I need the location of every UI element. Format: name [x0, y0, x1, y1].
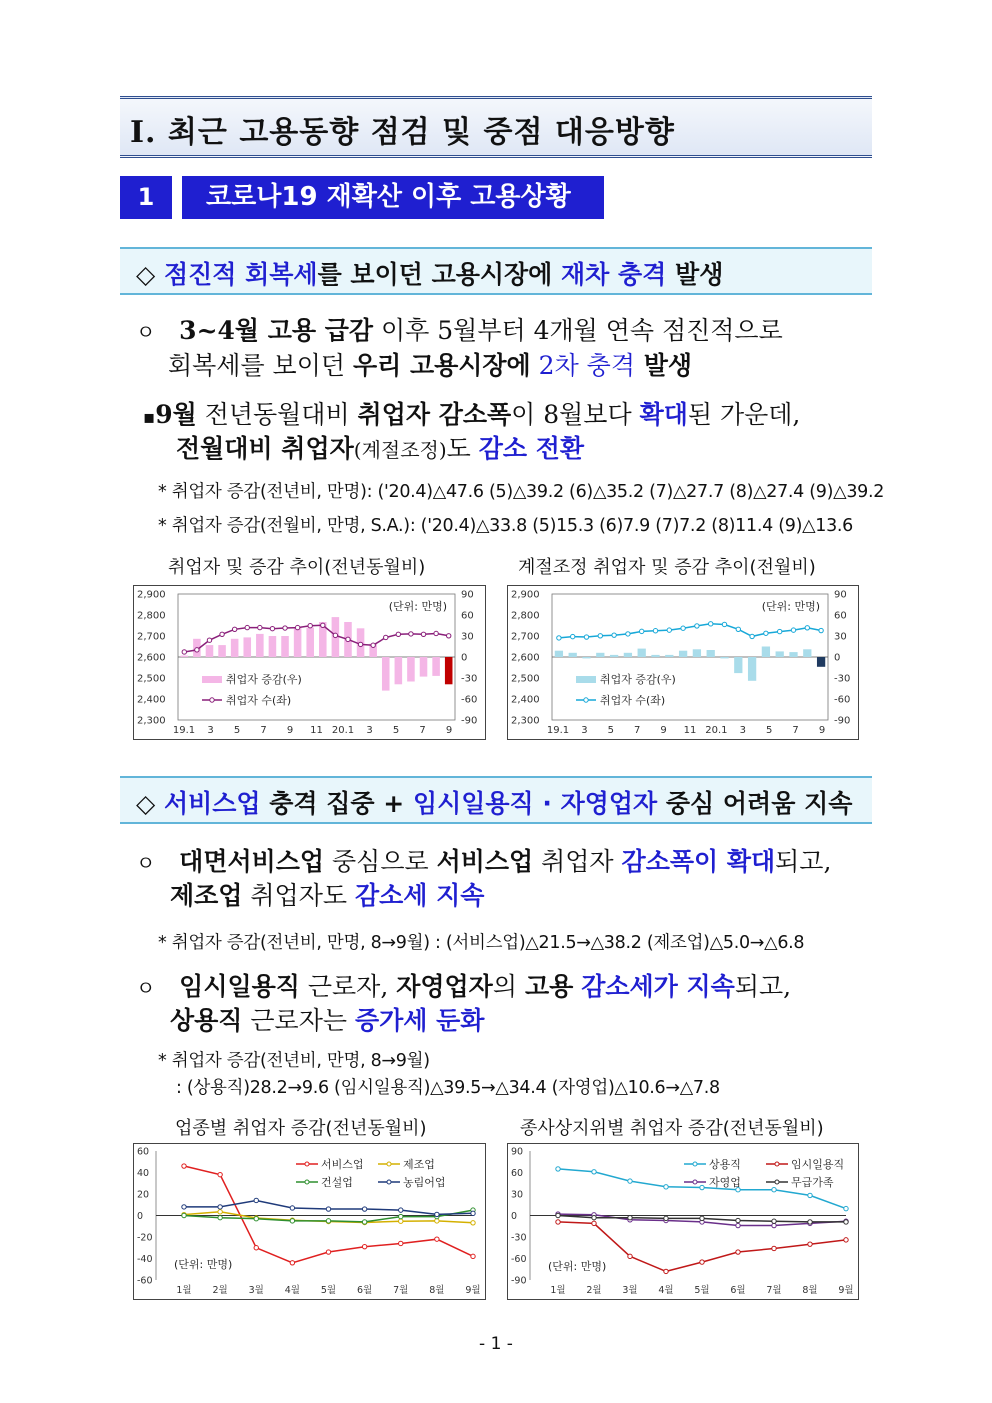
chart-2-legend-bar-label: 취업자 증감(우) — [600, 673, 676, 686]
chart-1-bar — [445, 657, 453, 684]
chart-3 — [133, 1143, 486, 1300]
chart-2-line-point — [764, 631, 768, 635]
chart-4-series-point — [844, 1220, 848, 1224]
chart-2-x-tick: 7 — [634, 725, 641, 736]
chart-2-right-tick: 0 — [834, 652, 841, 664]
chart-1-line-point — [195, 648, 199, 652]
chart-4-series-point — [592, 1170, 596, 1174]
summary-band-2-text: ◇ 서비스업 충격 집중 + 임시일용직 · 자영업자 중심 어려움 지속 — [136, 789, 853, 818]
chart-4-x-tick: 4월 — [658, 1285, 674, 1296]
chart-2-left-tick: 2,900 — [511, 589, 540, 601]
chart-1-line-point — [321, 623, 325, 627]
chart-1-x-tick: 9 — [445, 725, 453, 736]
chart-2-line-point — [722, 622, 726, 626]
chart-3-series-point — [362, 1207, 366, 1211]
chart-3-y-tick: 60 — [137, 1146, 150, 1158]
chart-1-line-point — [207, 638, 211, 642]
chart-4-series-point — [700, 1260, 704, 1264]
chart-3-series-point — [399, 1208, 403, 1212]
chart-1-bar — [218, 645, 226, 657]
chart-3-unit-note: (단위: 만명) — [174, 1258, 233, 1271]
chart-3-y-tick: -40 — [137, 1254, 153, 1265]
chart-4-y-tick: 30 — [511, 1189, 524, 1201]
chart-1-bar — [269, 636, 277, 657]
chart-1-left-tick: 2,900 — [137, 589, 166, 601]
chart-2-x-tick: 11 — [683, 725, 697, 736]
chart-1-line-point — [384, 635, 388, 639]
chart-3-series-point — [399, 1219, 403, 1223]
chart-4-series-point — [808, 1242, 812, 1246]
page-title: Ⅰ. 최근 고용동향 점검 및 중점 대응방향 — [130, 115, 675, 150]
bullet-circle-icon: ㅇ — [136, 320, 156, 344]
chart-2-line-point — [709, 622, 713, 626]
chart-3-legend-label: 서비스업 — [321, 1158, 364, 1171]
chart-2-line-point — [557, 636, 561, 640]
chart-4-x-tick: 6월 — [730, 1285, 746, 1296]
chart-2-line-point — [653, 629, 657, 633]
chart-1-bar — [256, 634, 264, 657]
chart-1-title: 취업자 및 증감 추이(전년동월비) — [168, 557, 426, 578]
chart-2-bar — [638, 649, 646, 657]
chart-2-x-tick: 3 — [581, 725, 588, 736]
chart-1-bar — [395, 657, 403, 684]
chart-2-bar — [748, 657, 756, 681]
chart-2-left-tick: 2,600 — [511, 652, 540, 664]
chart-2-line-point — [640, 629, 644, 633]
chart-3-series-point — [326, 1250, 330, 1254]
chart-3-y-tick: -60 — [137, 1275, 153, 1287]
paragraph-1-line-2: 회복세를 보이던 우리 고용시장에 2차 충격 발생 — [168, 351, 692, 380]
chart-2 — [507, 585, 859, 740]
chart-4-x-tick: 2월 — [586, 1285, 602, 1296]
chart-1-line-point — [258, 625, 262, 629]
chart-2-x-tick: 7 — [792, 725, 799, 736]
chart-1-line-point — [346, 637, 350, 641]
chart-3-x-tick: 4월 — [284, 1285, 300, 1296]
chart-3-series-point — [218, 1210, 222, 1214]
chart-3-series-point — [218, 1172, 222, 1176]
chart-4-x-tick: 9월 — [838, 1285, 854, 1296]
chart-2-bar — [707, 650, 715, 657]
chart-3-series-point — [326, 1219, 330, 1223]
diamond-icon: ◇ — [136, 260, 156, 289]
chart-3-series-point — [471, 1211, 475, 1215]
chart-1-line-point — [283, 626, 287, 630]
bullet-square-icon: ▪ — [143, 407, 156, 428]
chart-4-series-point — [844, 1206, 848, 1210]
chart-3-legend-marker — [305, 1180, 309, 1184]
chart-4-y-tick: -90 — [511, 1275, 527, 1287]
chart-1-line-point — [371, 643, 375, 647]
chart-1-x-tick: 9 — [286, 725, 294, 736]
chart-4-legend-marker — [693, 1162, 697, 1166]
chart-2-line-point — [750, 634, 754, 638]
chart-2-line-point — [612, 633, 616, 637]
chart-4-series-point — [736, 1223, 740, 1227]
chart-4-series-point — [772, 1219, 776, 1223]
chart-4-series-point — [844, 1238, 848, 1242]
chart-1-unit-note: (단위: 만명) — [388, 600, 447, 613]
chart-1-right-tick: -60 — [461, 694, 478, 706]
chart-2-bar — [817, 657, 825, 667]
chart-3-series-point — [290, 1206, 294, 1210]
chart-2-bar — [651, 655, 659, 657]
chart-4-series-point — [556, 1220, 560, 1224]
chart-3-y-tick: -20 — [137, 1232, 153, 1244]
chart-4-legend-marker — [775, 1180, 779, 1184]
chart-2-right-tick: 30 — [834, 631, 847, 643]
chart-3-x-tick: 5월 — [320, 1285, 337, 1296]
bullet-circle-icon: ㅇ — [136, 976, 156, 1000]
chart-2-line-point — [584, 635, 588, 639]
chart-4-y-tick: -30 — [511, 1232, 527, 1244]
chart-4-y-tick: -60 — [511, 1254, 527, 1265]
chart-1-x-tick: 7 — [260, 725, 267, 736]
chart-3-y-tick: 20 — [137, 1189, 150, 1201]
chart-3-legend-label: 제조업 — [403, 1158, 435, 1171]
chart-1-x-tick: 5 — [392, 725, 400, 736]
chart-2-line-point — [571, 634, 575, 638]
chart-1-left-tick: 2,800 — [137, 610, 166, 622]
chart-4-series-point — [736, 1250, 740, 1254]
chart-1-line-point — [434, 631, 438, 635]
chart-3-series-point — [435, 1237, 439, 1241]
chart-2-bar — [734, 657, 742, 673]
chart-3-series-point — [435, 1219, 439, 1223]
chart-2-x-tick: 5 — [607, 725, 614, 736]
chart-1-line-point — [333, 633, 337, 637]
chart-1-line-point — [295, 625, 299, 629]
chart-3-x-tick: 1월 — [176, 1285, 192, 1296]
chart-3-legend-marker — [305, 1162, 309, 1166]
chart-1-left-tick: 2,600 — [137, 652, 166, 664]
section-number: 1 — [120, 176, 172, 219]
chart-1-right-tick: -30 — [461, 673, 478, 685]
chart-1-line-point — [308, 624, 312, 628]
chart-2-line-point — [681, 626, 685, 630]
chart-2-left-tick: 2,700 — [511, 631, 540, 643]
chart-4-x-tick: 8월 — [802, 1285, 818, 1296]
chart-2-left-tick: 2,500 — [511, 673, 540, 685]
chart-1-bar — [294, 628, 302, 657]
chart-2-legend-bar-swatch — [576, 676, 596, 683]
chart-2-bar — [789, 652, 797, 657]
summary-band-1-text: ◇ 점진적 회복세를 보이던 고용시장에 재차 충격 발생 — [136, 260, 724, 289]
chart-1-line-point — [358, 642, 362, 646]
chart-3-svg — [134, 1144, 485, 1299]
chart-1-x-tick: 7 — [419, 725, 426, 736]
chart-3-series-point — [254, 1217, 258, 1221]
chart-1-x-tick: 3 — [366, 725, 373, 736]
page-title-band — [120, 96, 872, 158]
chart-1-left-tick: 2,700 — [137, 631, 166, 643]
chart-1-line-point — [245, 625, 249, 629]
chart-4-series-point — [700, 1185, 704, 1189]
chart-2-bar — [569, 653, 577, 657]
chart-1-line-point — [396, 632, 400, 636]
chart-3-series-point — [182, 1164, 186, 1168]
paragraph-4-line-2: 상용직 근로자는 증가세 둔화 — [170, 1006, 485, 1035]
chart-2-bar — [762, 647, 770, 658]
chart-4-series-point — [556, 1167, 560, 1171]
chart-2-unit-note: (단위: 만명) — [761, 600, 820, 613]
chart-3-series-point — [399, 1214, 403, 1218]
chart-1-bar — [407, 657, 415, 682]
chart-2-bar — [803, 649, 811, 657]
chart-1 — [133, 585, 486, 740]
note-status-1: * 취업자 증감(전년비, 만명, 8→9월) — [158, 1051, 430, 1071]
chart-4-y-tick: 60 — [511, 1168, 524, 1179]
chart-2-line-point — [791, 628, 795, 632]
chart-2-legend-line-label: 취업자 수(좌) — [600, 694, 666, 707]
chart-2-title: 계절조정 취업자 및 증감 추이(전월비) — [518, 557, 816, 578]
chart-2-bar — [693, 649, 701, 657]
note-mom: * 취업자 증감(전월비, 만명, S.A.): ('20.4)△33.8 (5)15.3 (6)7.9 (7)7.2 (8)11.4 (9)△13.6 — [158, 516, 854, 536]
chart-1-right-tick: -90 — [461, 715, 478, 727]
chart-3-series-point — [362, 1220, 366, 1224]
chart-4-legend-label: 임시일용직 — [791, 1158, 845, 1171]
chart-1-right-tick: 90 — [461, 589, 474, 601]
chart-1-legend-bar-label: 취업자 증감(우) — [226, 673, 302, 686]
chart-1-x-tick: 11 — [310, 725, 323, 736]
chart-2-x-tick: 9 — [660, 725, 667, 736]
chart-4-x-tick: 7월 — [766, 1285, 782, 1296]
chart-1-left-tick: 2,500 — [137, 673, 166, 685]
chart-4-series-point — [700, 1216, 704, 1220]
chart-3-y-tick: 40 — [137, 1168, 150, 1179]
chart-2-left-tick: 2,400 — [511, 694, 540, 706]
chart-3-series-point — [182, 1205, 186, 1209]
chart-2-bar — [665, 655, 673, 657]
chart-4-series-point — [592, 1215, 596, 1219]
paragraph-2-line-2: 전월대비 취업자(계절조정)도 감소 전환 — [176, 434, 585, 463]
chart-4-series-point — [772, 1223, 776, 1227]
chart-2-x-tick: 9 — [818, 725, 826, 736]
summary-band-2 — [120, 776, 872, 824]
note-industry: * 취업자 증감(전년비, 만명, 8→9월) : (서비스업)△21.5→△38.2 (제조업)△5.0→△6.8 — [158, 933, 805, 953]
chart-1-bar — [206, 645, 214, 657]
chart-3-x-tick: 2월 — [212, 1285, 228, 1296]
chart-3-series-point — [218, 1215, 222, 1219]
chart-2-x-tick: 20.1 — [705, 725, 728, 736]
chart-2-x-tick: 5 — [766, 725, 773, 736]
chart-2-bar — [596, 653, 604, 657]
chart-4-legend-marker — [775, 1162, 779, 1166]
chart-2-x-tick: 3 — [739, 725, 746, 736]
summary-band-1 — [120, 247, 872, 295]
chart-1-line-point — [447, 634, 451, 638]
chart-2-left-tick: 2,800 — [511, 610, 540, 622]
chart-1-right-tick: 30 — [461, 631, 474, 643]
chart-1-bar — [432, 657, 440, 676]
chart-2-bar — [776, 651, 784, 657]
chart-1-left-tick: 2,400 — [137, 694, 166, 706]
chart-4-y-tick: 90 — [511, 1146, 524, 1158]
chart-4-series-point — [664, 1269, 668, 1273]
chart-2-bar — [720, 657, 728, 658]
chart-2-legend-line-marker — [584, 698, 588, 702]
chart-4-series-point — [628, 1215, 632, 1219]
chart-1-bar — [420, 657, 428, 677]
chart-4-unit-note: (단위: 만명) — [548, 1260, 607, 1273]
chart-4-series-point — [664, 1185, 668, 1189]
chart-1-line-point — [182, 650, 186, 654]
chart-4-title: 종사상지위별 취업자 증감(전년동월비) — [520, 1118, 824, 1139]
chart-3-series-point — [471, 1221, 475, 1225]
chart-3-series-point — [326, 1207, 330, 1211]
chart-3-series-point — [290, 1219, 294, 1223]
chart-2-line-point — [736, 627, 740, 631]
chart-4-series-point — [808, 1220, 812, 1224]
chart-4-svg — [508, 1144, 858, 1299]
paragraph-3-line-1: ㅇ 대면서비스업 중심으로 서비스업 취업자 감소폭이 확대되고, — [136, 847, 832, 876]
chart-3-series-point — [471, 1254, 475, 1258]
chart-4-series-point — [628, 1254, 632, 1258]
chart-3-series-point — [254, 1246, 258, 1250]
chart-2-line-point — [667, 628, 671, 632]
chart-3-series-point — [290, 1261, 294, 1265]
chart-3-legend-marker — [387, 1180, 391, 1184]
chart-2-left-tick: 2,300 — [511, 715, 540, 727]
chart-1-right-tick: 60 — [461, 610, 474, 622]
chart-1-legend-bar-swatch — [202, 676, 222, 683]
chart-2-bar — [610, 655, 618, 657]
chart-1-line-point — [232, 627, 236, 631]
chart-1-legend-line-marker — [210, 698, 214, 702]
chart-2-svg — [508, 586, 858, 739]
chart-4-legend-label: 무급가족 — [791, 1176, 834, 1189]
chart-2-line-point — [778, 629, 782, 633]
chart-3-legend-label: 건설업 — [321, 1176, 353, 1189]
chart-2-right-tick: -60 — [834, 694, 851, 706]
chart-3-series-point — [218, 1205, 222, 1209]
chart-2-bar — [679, 651, 687, 657]
chart-4-legend-label: 자영업 — [709, 1176, 741, 1189]
bullet-circle-icon: ㅇ — [136, 851, 156, 875]
chart-1-svg — [134, 586, 485, 739]
chart-4-y-tick: 0 — [511, 1211, 518, 1222]
chart-3-x-tick: 6월 — [357, 1285, 373, 1296]
chart-1-legend-line-label: 취업자 수(좌) — [226, 694, 292, 707]
chart-4-series-point — [664, 1216, 668, 1220]
chart-1-x-tick: 20.1 — [331, 725, 355, 736]
chart-3-series-point — [182, 1213, 186, 1217]
chart-4-series-point — [772, 1246, 776, 1250]
chart-2-right-tick: -30 — [834, 673, 851, 685]
chart-1-bar — [231, 639, 239, 657]
diamond-icon: ◇ — [136, 789, 156, 818]
chart-2-bar — [624, 653, 632, 657]
chart-3-series-point — [399, 1241, 403, 1245]
chart-3-x-tick: 8월 — [429, 1285, 445, 1296]
chart-1-line-point — [270, 626, 274, 630]
chart-2-bar — [555, 651, 563, 657]
chart-2-line-point — [695, 624, 699, 628]
paragraph-2-line-1: ▪9월 전년동월대비 취업자 감소폭이 8월보다 확대된 가운데, — [143, 400, 801, 429]
chart-4-x-tick: 3월 — [622, 1285, 638, 1296]
chart-1-line-point — [421, 632, 425, 636]
chart-3-y-tick: 0 — [137, 1211, 144, 1222]
chart-1-left-tick: 2,300 — [137, 715, 166, 727]
note-status-2: : (상용직)28.2→9.6 (임시일용직)△39.5→△34.4 (자영업)△10.6→△7.8 — [176, 1078, 720, 1098]
chart-3-series-point — [254, 1198, 258, 1202]
chart-3-legend-marker — [387, 1162, 391, 1166]
chart-1-bar — [306, 628, 314, 657]
chart-1-x-tick: 3 — [207, 725, 214, 736]
paragraph-4-line-1: ㅇ 임시일용직 근로자, 자영업자의 고용 감소세가 지속되고, — [136, 972, 792, 1001]
chart-4 — [507, 1143, 859, 1300]
chart-2-right-tick: -90 — [834, 715, 851, 727]
chart-1-bar — [243, 637, 251, 657]
chart-2-x-tick: 19.1 — [546, 725, 570, 736]
chart-2-right-tick: 60 — [834, 610, 847, 622]
chart-1-right-tick: 0 — [461, 652, 468, 664]
paragraph-1-line-1: ㅇ 3~4월 고용 급감 이후 5월부터 4개월 연속 점진적으로 — [136, 316, 783, 345]
chart-2-line-point — [805, 626, 809, 630]
chart-4-legend-marker — [693, 1180, 697, 1184]
note-yoy: * 취업자 증감(전년비, 만명): ('20.4)△47.6 (5)△39.2 (6)△35.2 (7)△27.7 (8)△27.4 (9)△39.2 — [158, 482, 885, 502]
chart-4-series-point — [772, 1188, 776, 1192]
chart-1-bar — [382, 657, 390, 691]
chart-2-line-point — [819, 628, 823, 632]
chart-3-series-point — [435, 1212, 439, 1216]
page-number: - 1 - — [479, 1334, 513, 1354]
chart-2-bar — [582, 657, 590, 658]
chart-4-series-point — [808, 1193, 812, 1197]
chart-4-series-point — [556, 1213, 560, 1217]
chart-4-series-point — [592, 1221, 596, 1225]
chart-2-line-point — [626, 632, 630, 636]
chart-1-bar — [281, 636, 289, 657]
chart-1-bar — [181, 656, 189, 657]
section-title: 코로나19 재확산 이후 고용상황 — [182, 176, 604, 219]
chart-4-x-tick: 5월 — [694, 1285, 710, 1296]
chart-1-x-tick: 19.1 — [172, 725, 196, 736]
chart-4-series-point — [736, 1218, 740, 1222]
paragraph-3-line-2: 제조업 취업자도 감소세 지속 — [170, 881, 485, 910]
chart-4-series-point — [628, 1179, 632, 1183]
chart-3-x-tick: 9월 — [465, 1285, 481, 1296]
chart-3-x-tick: 3월 — [248, 1285, 264, 1296]
chart-1-line-point — [220, 632, 224, 636]
chart-1-x-tick: 5 — [233, 725, 241, 736]
chart-1-line-point — [409, 632, 413, 636]
chart-3-legend-label: 농림어업 — [403, 1176, 446, 1189]
chart-2-line-point — [598, 634, 602, 638]
chart-2-right-tick: 90 — [834, 589, 847, 601]
chart-3-title: 업종별 취업자 증감(전년동월비) — [175, 1118, 427, 1139]
chart-3-x-tick: 7월 — [393, 1285, 409, 1296]
chart-4-legend-label: 상용직 — [709, 1158, 741, 1171]
chart-4-x-tick: 1월 — [550, 1285, 566, 1296]
chart-3-series-point — [362, 1244, 366, 1248]
